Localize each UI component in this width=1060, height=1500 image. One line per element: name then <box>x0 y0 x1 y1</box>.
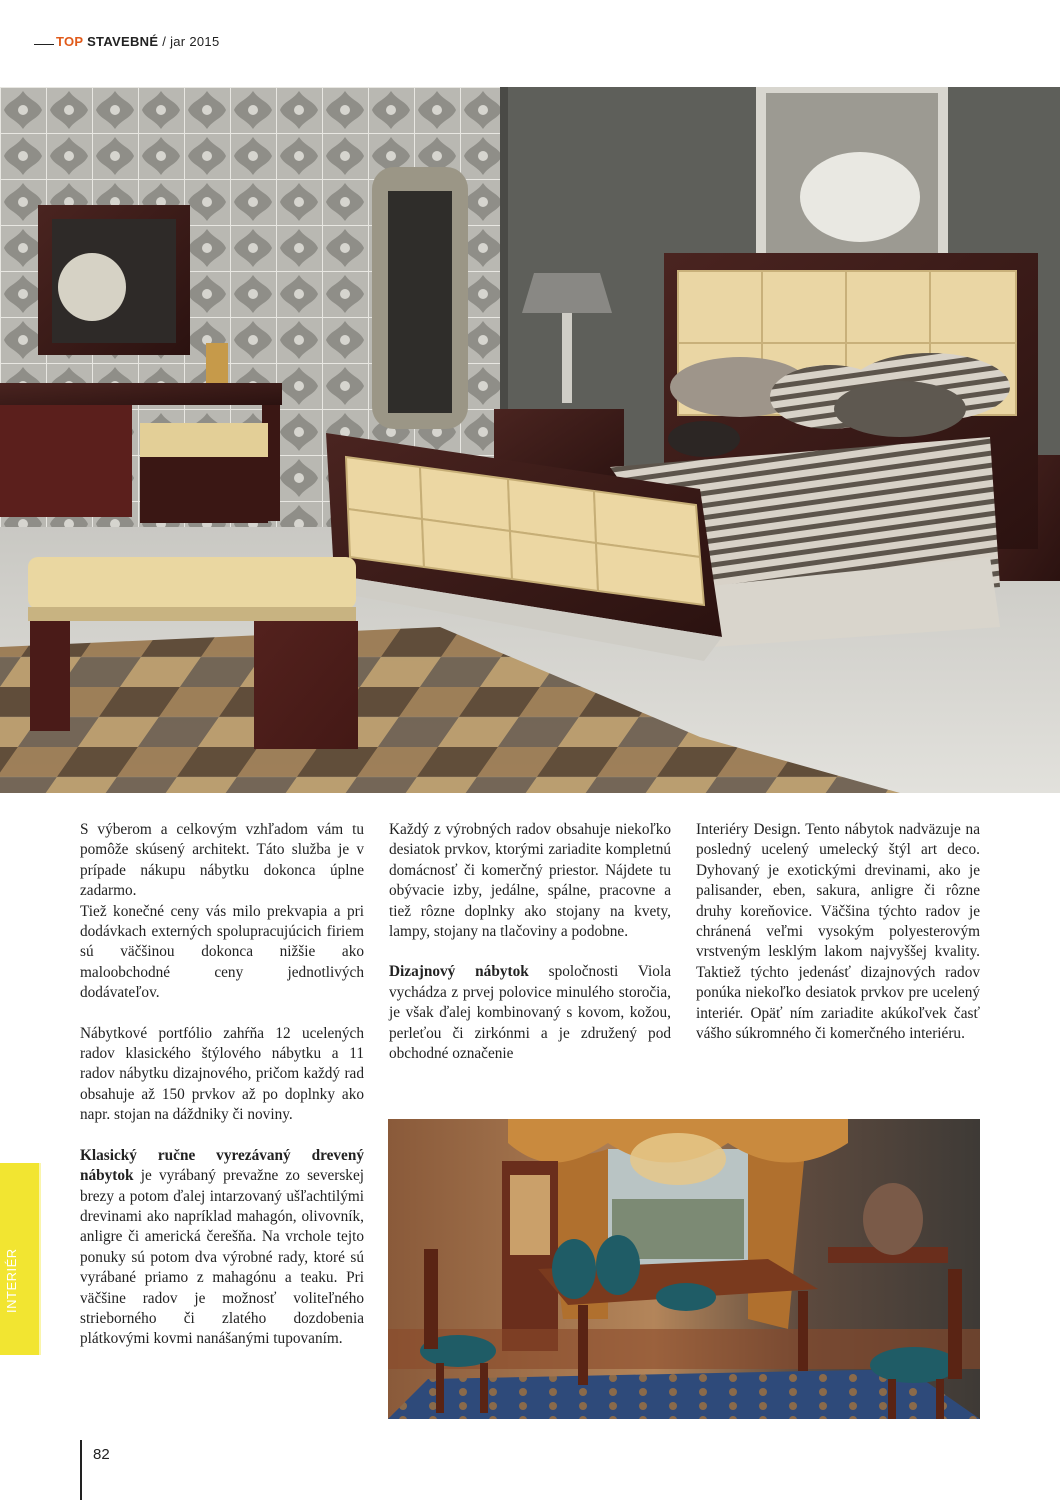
issue-label: / jar 2015 <box>162 34 220 49</box>
header-text <box>56 34 219 49</box>
dining-room-photo <box>388 1119 980 1419</box>
section-label: INTERIÉR <box>4 1248 19 1313</box>
section-sidebar-tab <box>0 1163 41 1355</box>
article-column-2 <box>389 820 671 1084</box>
paragraph <box>389 962 671 1064</box>
paragraph-lead: Dizajnový nábytok <box>389 963 529 981</box>
page-number: 82 <box>93 1446 110 1463</box>
paragraph-lead: Klasický ručne vyrezávaný drevený nábytok <box>80 1146 364 1185</box>
hero-bedroom-photo <box>0 87 1060 793</box>
brand-top: TOP <box>56 34 84 49</box>
paragraph: Nábytkové portfólio zahŕňa 12 ucelených radov klasického štýlového nábytku a 11 radov nábytku dizajnového, pričom každý rad obsahuje až 150 prvkov až po doplnky ako napr. stojan na dáždniky či noviny. <box>80 1024 364 1124</box>
sidebar-divider <box>39 1163 41 1355</box>
brand-name: STAVEBNÉ <box>87 34 159 49</box>
paragraph: Každý z výrobných radov obsahuje niekoľko desiatok prvkov, ktorými zariadite kompletnú domácnosť či komerčný priestor. Nájdete tu obývacie izby, jedálne, spálne, pracovne a tiež rôzne doplnky ako stojany na kvety, lampy, stojany na tlačoviny a podobne. <box>389 821 671 941</box>
paragraph: S výberom a celkovým vzhľadom vám tu pomôže skúsený architekt. Táto služba je v prípade nákupu nábytku dokonca úplne zadarmo. <box>80 821 364 900</box>
header-rule <box>34 44 54 45</box>
paragraph: Interiéry Design. Tento nábytok nadväzuje na posledný ucelený umelecký štýl art deco. Dyhovaný je exotickými drevinami, ako je palisander, eben, sakura, anligre či rôzne druhy koreňovice. Väčšina týchto radov je chránená veľmi vysokým polyesterovým vrstveným lesklým lakom najvyššej kvality. Taktiež týchto jedenásť dizajnových radov ponúka niekoľko desiatok prvkov pre ucelený interiér. Opäť ním zariadite akúkoľvek časť vášho súkromného či komerčného interiéru. <box>696 821 980 1043</box>
paragraph-body: spoločnosti Viola vychádza z prvej polovice minulého storočia, je však ďalej kombinovaný s kovom, kožou, perleťou či zirkónmi a je združený pod obchodné označenie <box>389 963 671 1063</box>
page-number-rule <box>80 1440 82 1500</box>
paragraph: Tiež konečné ceny vás milo prekvapia a pri dodávkach externých spolupracujúcich firiem sú väčšinou dokonca nižšie ako maloobchodné ceny jednotlivých dodávateľov. <box>80 902 364 1002</box>
article-column-1 <box>80 820 364 1370</box>
paragraph <box>80 1146 364 1350</box>
article-column-3 <box>696 820 980 1064</box>
paragraph-body: je vyrábaný prevažne zo severskej brezy a potom ďalej intarzovaný ušľachtilými drevinami ako napríklad mahagón, olivovník, anligre či americká čerešňa. Na vrchole tejto ponuky sú potom dva výrobné rady, ktoré sú vyrábané priamo z mahagónu a teaku. Pri väčšine radov je možnosť voliteľného strieborného či zlatého dozdobenia plátkovými kovmi nanášanými tupovaním. <box>80 1167 364 1348</box>
